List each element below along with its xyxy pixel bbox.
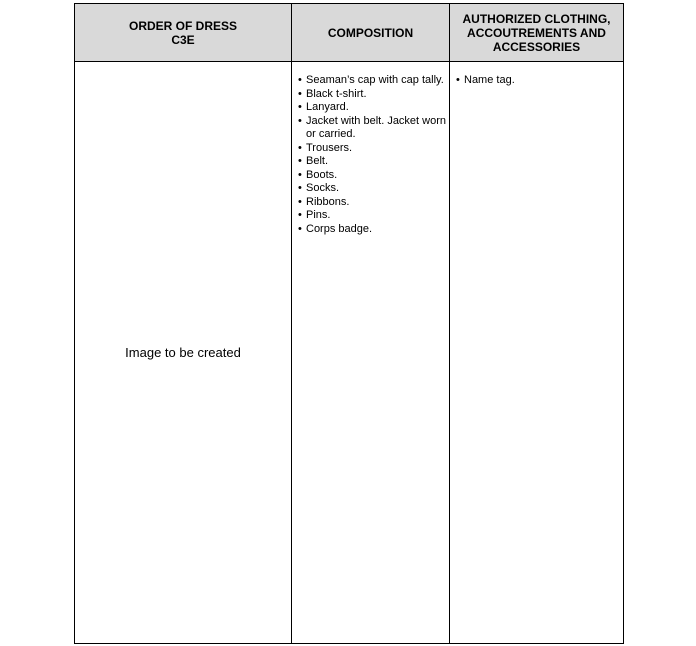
- composition-header: [292, 4, 450, 62]
- bullet-icon: •: [456, 74, 460, 86]
- list-item: [298, 209, 449, 223]
- list-item: [298, 223, 449, 237]
- list-item: [298, 115, 449, 142]
- list-item: [298, 142, 449, 156]
- composition-item-text: Ribbons.: [306, 195, 350, 208]
- list-item: [298, 182, 449, 196]
- authorized-cell: [450, 62, 624, 644]
- bullet-icon: •: [298, 222, 302, 235]
- authorized-title-line-1: AUTHORIZED CLOTHING,: [462, 11, 611, 26]
- table-body-row: [75, 62, 624, 644]
- bullet-icon: •: [298, 195, 302, 208]
- image-cell: [75, 62, 292, 644]
- bullet-icon: •: [298, 101, 302, 113]
- list-item: [298, 101, 449, 115]
- bullet-icon: •: [298, 182, 302, 194]
- bullet-icon: •: [298, 168, 302, 181]
- list-item: [298, 196, 449, 210]
- list-item: [298, 155, 449, 169]
- bullet-icon: •: [298, 87, 302, 100]
- composition-list: [292, 74, 449, 236]
- composition-item-text: Pins.: [306, 209, 331, 221]
- composition-item-text: Socks.: [306, 182, 340, 194]
- order-of-dress-table: [74, 3, 624, 644]
- authorized-title-line-3: ACCESSORIES: [492, 39, 581, 54]
- composition-cell: [292, 62, 450, 644]
- composition-item-text: Lanyard.: [306, 101, 349, 113]
- composition-item-text: Jacket with belt. Jacket worn or carried.: [306, 114, 447, 140]
- composition-item-text: Trousers.: [306, 141, 353, 154]
- composition-item-text: Seaman’s cap with cap tally.: [306, 74, 444, 86]
- composition-title: COMPOSITION: [327, 25, 414, 40]
- list-item: [298, 88, 449, 102]
- bullet-icon: •: [298, 209, 302, 221]
- composition-item-text: Corps badge.: [306, 222, 373, 235]
- list-item: [456, 74, 623, 88]
- order-code: C3E: [171, 32, 195, 47]
- list-item: [298, 169, 449, 183]
- bullet-icon: •: [298, 155, 302, 167]
- order-of-dress-header: [75, 4, 292, 62]
- order-of-dress-title: ORDER OF DRESS: [128, 18, 237, 33]
- composition-item-text: Black t-shirt.: [306, 87, 367, 100]
- image-placeholder-text: Image to be created: [125, 345, 241, 360]
- list-item: [298, 74, 449, 88]
- bullet-icon: •: [298, 114, 302, 127]
- bullet-icon: •: [298, 141, 302, 154]
- bullet-icon: •: [298, 74, 302, 86]
- authorized-item-text: Name tag.: [464, 74, 515, 86]
- composition-item-text: Belt.: [306, 155, 329, 167]
- authorized-list: [450, 74, 623, 88]
- authorized-title-line-2: ACCOUTREMENTS AND: [467, 25, 606, 40]
- composition-item-text: Boots.: [306, 168, 338, 181]
- table-header-row: [75, 4, 624, 62]
- authorized-header: [450, 4, 624, 62]
